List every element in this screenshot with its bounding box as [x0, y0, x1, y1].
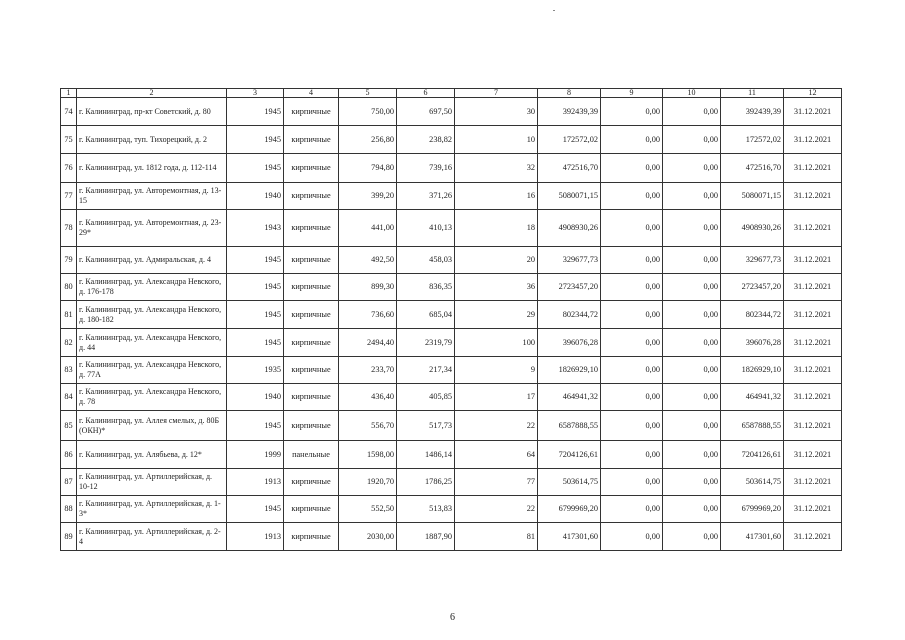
- column-header: 9: [601, 89, 663, 98]
- year-cell: 1943: [227, 210, 284, 247]
- deadline-date-cell: 31.12.2021: [784, 98, 842, 126]
- cost-total-cell: 172572,02: [538, 126, 601, 154]
- cost-fund-cell: 0,00: [601, 247, 663, 274]
- wall-material-cell: кирпичные: [284, 357, 339, 384]
- year-cell: 1945: [227, 126, 284, 154]
- table-row: [61, 301, 842, 329]
- cost-local-cell: 4908930,26: [721, 210, 784, 247]
- table-row: [61, 98, 842, 126]
- total-area-cell: 736,60: [339, 301, 397, 329]
- living-area-cell: 238,82: [397, 126, 455, 154]
- cost-budget-cell: 0,00: [663, 496, 721, 523]
- living-area-cell: 1786,25: [397, 469, 455, 496]
- column-header: 11: [721, 89, 784, 98]
- cost-local-cell: 472516,70: [721, 154, 784, 183]
- cost-budget-cell: 0,00: [663, 126, 721, 154]
- cost-total-cell: 396076,28: [538, 329, 601, 357]
- cost-local-cell: 172572,02: [721, 126, 784, 154]
- residents-count-cell: 81: [455, 523, 538, 551]
- residents-count-cell: 22: [455, 411, 538, 441]
- cost-fund-cell: 0,00: [601, 411, 663, 441]
- residents-count-cell: 32: [455, 154, 538, 183]
- row-number-cell: 82: [61, 329, 77, 357]
- address-cell: г. Калининград, ул. Авторемонтная, д. 23-29*: [77, 210, 227, 247]
- row-number-cell: 86: [61, 441, 77, 469]
- cost-total-cell: 6587888,55: [538, 411, 601, 441]
- cost-total-cell: 2723457,20: [538, 274, 601, 301]
- address-cell: г. Калининград, ул. Аллея смелых, д. 80Б (ОКН)*: [77, 411, 227, 441]
- wall-material-cell: кирпичные: [284, 301, 339, 329]
- address-cell: г. Калининград, ул. Александра Невского, д. 44: [77, 329, 227, 357]
- address-cell: г. Калининград, пр-кт Советский, д. 80: [77, 98, 227, 126]
- year-cell: 1945: [227, 154, 284, 183]
- deadline-date-cell: 31.12.2021: [784, 523, 842, 551]
- cost-fund-cell: 0,00: [601, 384, 663, 411]
- total-area-cell: 794,80: [339, 154, 397, 183]
- living-area-cell: 739,16: [397, 154, 455, 183]
- column-header: 7: [455, 89, 538, 98]
- year-cell: 1945: [227, 496, 284, 523]
- living-area-cell: 1887,90: [397, 523, 455, 551]
- year-cell: 1999: [227, 441, 284, 469]
- total-area-cell: 2030,00: [339, 523, 397, 551]
- residents-count-cell: 17: [455, 384, 538, 411]
- row-number-cell: 74: [61, 98, 77, 126]
- wall-material-cell: кирпичные: [284, 98, 339, 126]
- column-header: 12: [784, 89, 842, 98]
- cost-total-cell: 392439,39: [538, 98, 601, 126]
- table-row: [61, 411, 842, 441]
- total-area-cell: 492,50: [339, 247, 397, 274]
- wall-material-cell: кирпичные: [284, 496, 339, 523]
- row-number-cell: 76: [61, 154, 77, 183]
- total-area-cell: 233,70: [339, 357, 397, 384]
- table-row: [61, 523, 842, 551]
- cost-local-cell: 7204126,61: [721, 441, 784, 469]
- total-area-cell: 556,70: [339, 411, 397, 441]
- cost-total-cell: 417301,60: [538, 523, 601, 551]
- year-cell: 1945: [227, 247, 284, 274]
- deadline-date-cell: 31.12.2021: [784, 301, 842, 329]
- cost-fund-cell: 0,00: [601, 210, 663, 247]
- year-cell: 1945: [227, 301, 284, 329]
- wall-material-cell: кирпичные: [284, 274, 339, 301]
- cost-local-cell: 6799969,20: [721, 496, 784, 523]
- year-cell: 1945: [227, 329, 284, 357]
- cost-fund-cell: 0,00: [601, 126, 663, 154]
- residents-count-cell: 22: [455, 496, 538, 523]
- address-cell: г. Калининград, ул. Артиллерийская, д. 10-12: [77, 469, 227, 496]
- cost-fund-cell: 0,00: [601, 441, 663, 469]
- housing-register-table: [60, 88, 842, 551]
- cost-fund-cell: 0,00: [601, 496, 663, 523]
- address-cell: г. Калининград, ул. Александра Невского, д. 77А: [77, 357, 227, 384]
- table-row: [61, 357, 842, 384]
- total-area-cell: 2494,40: [339, 329, 397, 357]
- row-number-cell: 77: [61, 183, 77, 210]
- year-cell: 1945: [227, 274, 284, 301]
- living-area-cell: 1486,14: [397, 441, 455, 469]
- year-cell: 1940: [227, 183, 284, 210]
- year-cell: 1913: [227, 523, 284, 551]
- cost-fund-cell: 0,00: [601, 329, 663, 357]
- cost-local-cell: 503614,75: [721, 469, 784, 496]
- cost-total-cell: 5080071,15: [538, 183, 601, 210]
- column-header: 6: [397, 89, 455, 98]
- cost-total-cell: 1826929,10: [538, 357, 601, 384]
- cost-total-cell: 329677,73: [538, 247, 601, 274]
- year-cell: 1945: [227, 411, 284, 441]
- residents-count-cell: 29: [455, 301, 538, 329]
- header-row: [61, 89, 842, 98]
- address-cell: г. Калининград, ул. 1812 года, д. 112-114: [77, 154, 227, 183]
- deadline-date-cell: 31.12.2021: [784, 441, 842, 469]
- row-number-cell: 78: [61, 210, 77, 247]
- cost-budget-cell: 0,00: [663, 411, 721, 441]
- deadline-date-cell: 31.12.2021: [784, 126, 842, 154]
- address-cell: г. Калининград, туп. Тихорецкий, д. 2: [77, 126, 227, 154]
- residents-count-cell: 10: [455, 126, 538, 154]
- cost-budget-cell: 0,00: [663, 183, 721, 210]
- wall-material-cell: кирпичные: [284, 329, 339, 357]
- residents-count-cell: 18: [455, 210, 538, 247]
- cost-total-cell: 464941,32: [538, 384, 601, 411]
- living-area-cell: 410,13: [397, 210, 455, 247]
- cost-budget-cell: 0,00: [663, 247, 721, 274]
- living-area-cell: 2319,79: [397, 329, 455, 357]
- deadline-date-cell: 31.12.2021: [784, 411, 842, 441]
- table-row: [61, 384, 842, 411]
- scan-speck: [553, 10, 555, 11]
- deadline-date-cell: 31.12.2021: [784, 329, 842, 357]
- column-header: 2: [77, 89, 227, 98]
- wall-material-cell: кирпичные: [284, 126, 339, 154]
- address-cell: г. Калининград, ул. Александра Невского, д. 78: [77, 384, 227, 411]
- row-number-cell: 81: [61, 301, 77, 329]
- column-header: 5: [339, 89, 397, 98]
- cost-fund-cell: 0,00: [601, 183, 663, 210]
- residents-count-cell: 100: [455, 329, 538, 357]
- address-cell: г. Калининград, ул. Алябьева, д. 12*: [77, 441, 227, 469]
- residents-count-cell: 36: [455, 274, 538, 301]
- table-row: [61, 496, 842, 523]
- year-cell: 1935: [227, 357, 284, 384]
- total-area-cell: 436,40: [339, 384, 397, 411]
- cost-fund-cell: 0,00: [601, 274, 663, 301]
- cost-budget-cell: 0,00: [663, 357, 721, 384]
- table-row: [61, 210, 842, 247]
- wall-material-cell: кирпичные: [284, 247, 339, 274]
- column-header: 4: [284, 89, 339, 98]
- column-header: 1: [61, 89, 77, 98]
- cost-fund-cell: 0,00: [601, 523, 663, 551]
- cost-budget-cell: 0,00: [663, 329, 721, 357]
- cost-local-cell: 417301,60: [721, 523, 784, 551]
- deadline-date-cell: 31.12.2021: [784, 357, 842, 384]
- cost-local-cell: 5080071,15: [721, 183, 784, 210]
- cost-local-cell: 396076,28: [721, 329, 784, 357]
- table-row: [61, 183, 842, 210]
- row-number-cell: 84: [61, 384, 77, 411]
- living-area-cell: 513,83: [397, 496, 455, 523]
- total-area-cell: 899,30: [339, 274, 397, 301]
- cost-budget-cell: 0,00: [663, 210, 721, 247]
- row-number-cell: 79: [61, 247, 77, 274]
- cost-total-cell: 472516,70: [538, 154, 601, 183]
- wall-material-cell: панельные: [284, 441, 339, 469]
- deadline-date-cell: 31.12.2021: [784, 247, 842, 274]
- table-row: [61, 329, 842, 357]
- table-row: [61, 154, 842, 183]
- cost-fund-cell: 0,00: [601, 98, 663, 126]
- table-row: [61, 126, 842, 154]
- row-number-cell: 83: [61, 357, 77, 384]
- residents-count-cell: 9: [455, 357, 538, 384]
- cost-total-cell: 6799969,20: [538, 496, 601, 523]
- deadline-date-cell: 31.12.2021: [784, 496, 842, 523]
- cost-budget-cell: 0,00: [663, 469, 721, 496]
- cost-budget-cell: 0,00: [663, 301, 721, 329]
- cost-fund-cell: 0,00: [601, 154, 663, 183]
- cost-local-cell: 2723457,20: [721, 274, 784, 301]
- total-area-cell: 750,00: [339, 98, 397, 126]
- residents-count-cell: 77: [455, 469, 538, 496]
- living-area-cell: 371,26: [397, 183, 455, 210]
- cost-budget-cell: 0,00: [663, 154, 721, 183]
- living-area-cell: 685,04: [397, 301, 455, 329]
- year-cell: 1945: [227, 98, 284, 126]
- cost-local-cell: 329677,73: [721, 247, 784, 274]
- wall-material-cell: кирпичные: [284, 183, 339, 210]
- wall-material-cell: кирпичные: [284, 469, 339, 496]
- row-number-cell: 88: [61, 496, 77, 523]
- year-cell: 1913: [227, 469, 284, 496]
- cost-total-cell: 802344,72: [538, 301, 601, 329]
- total-area-cell: 552,50: [339, 496, 397, 523]
- cost-local-cell: 464941,32: [721, 384, 784, 411]
- deadline-date-cell: 31.12.2021: [784, 154, 842, 183]
- total-area-cell: 441,00: [339, 210, 397, 247]
- cost-budget-cell: 0,00: [663, 274, 721, 301]
- wall-material-cell: кирпичные: [284, 411, 339, 441]
- living-area-cell: 836,35: [397, 274, 455, 301]
- table-row: [61, 274, 842, 301]
- residents-count-cell: 16: [455, 183, 538, 210]
- row-number-cell: 80: [61, 274, 77, 301]
- living-area-cell: 697,50: [397, 98, 455, 126]
- living-area-cell: 217,34: [397, 357, 455, 384]
- address-cell: г. Калининград, ул. Артиллерийская, д. 2-4: [77, 523, 227, 551]
- total-area-cell: 1598,00: [339, 441, 397, 469]
- row-number-cell: 87: [61, 469, 77, 496]
- column-header: 8: [538, 89, 601, 98]
- living-area-cell: 517,73: [397, 411, 455, 441]
- cost-local-cell: 802344,72: [721, 301, 784, 329]
- residents-count-cell: 20: [455, 247, 538, 274]
- cost-fund-cell: 0,00: [601, 357, 663, 384]
- cost-budget-cell: 0,00: [663, 441, 721, 469]
- row-number-cell: 75: [61, 126, 77, 154]
- deadline-date-cell: 31.12.2021: [784, 274, 842, 301]
- page-number: 6: [450, 612, 455, 623]
- cost-fund-cell: 0,00: [601, 469, 663, 496]
- wall-material-cell: кирпичные: [284, 154, 339, 183]
- residents-count-cell: 64: [455, 441, 538, 469]
- residents-count-cell: 30: [455, 98, 538, 126]
- cost-local-cell: 6587888,55: [721, 411, 784, 441]
- living-area-cell: 458,03: [397, 247, 455, 274]
- living-area-cell: 405,85: [397, 384, 455, 411]
- row-number-cell: 89: [61, 523, 77, 551]
- table-row: [61, 441, 842, 469]
- total-area-cell: 1920,70: [339, 469, 397, 496]
- wall-material-cell: кирпичные: [284, 523, 339, 551]
- row-number-cell: 85: [61, 411, 77, 441]
- total-area-cell: 399,20: [339, 183, 397, 210]
- address-cell: г. Калининград, ул. Александра Невского, д. 176-178: [77, 274, 227, 301]
- year-cell: 1940: [227, 384, 284, 411]
- cost-local-cell: 392439,39: [721, 98, 784, 126]
- cost-budget-cell: 0,00: [663, 523, 721, 551]
- deadline-date-cell: 31.12.2021: [784, 210, 842, 247]
- cost-budget-cell: 0,00: [663, 98, 721, 126]
- address-cell: г. Калининград, ул. Александра Невского, д. 180-182: [77, 301, 227, 329]
- cost-local-cell: 1826929,10: [721, 357, 784, 384]
- cost-total-cell: 503614,75: [538, 469, 601, 496]
- address-cell: г. Калининград, ул. Авторемонтная, д. 13-15: [77, 183, 227, 210]
- deadline-date-cell: 31.12.2021: [784, 183, 842, 210]
- deadline-date-cell: 31.12.2021: [784, 384, 842, 411]
- total-area-cell: 256,80: [339, 126, 397, 154]
- address-cell: г. Калининград, ул. Адмиральская, д. 4: [77, 247, 227, 274]
- cost-total-cell: 7204126,61: [538, 441, 601, 469]
- table-row: [61, 469, 842, 496]
- wall-material-cell: кирпичные: [284, 210, 339, 247]
- column-header: 10: [663, 89, 721, 98]
- cost-fund-cell: 0,00: [601, 301, 663, 329]
- column-header: 3: [227, 89, 284, 98]
- cost-budget-cell: 0,00: [663, 384, 721, 411]
- deadline-date-cell: 31.12.2021: [784, 469, 842, 496]
- table-row: [61, 247, 842, 274]
- address-cell: г. Калининград, ул. Артиллерийская, д. 1-3*: [77, 496, 227, 523]
- wall-material-cell: кирпичные: [284, 384, 339, 411]
- cost-total-cell: 4908930,26: [538, 210, 601, 247]
